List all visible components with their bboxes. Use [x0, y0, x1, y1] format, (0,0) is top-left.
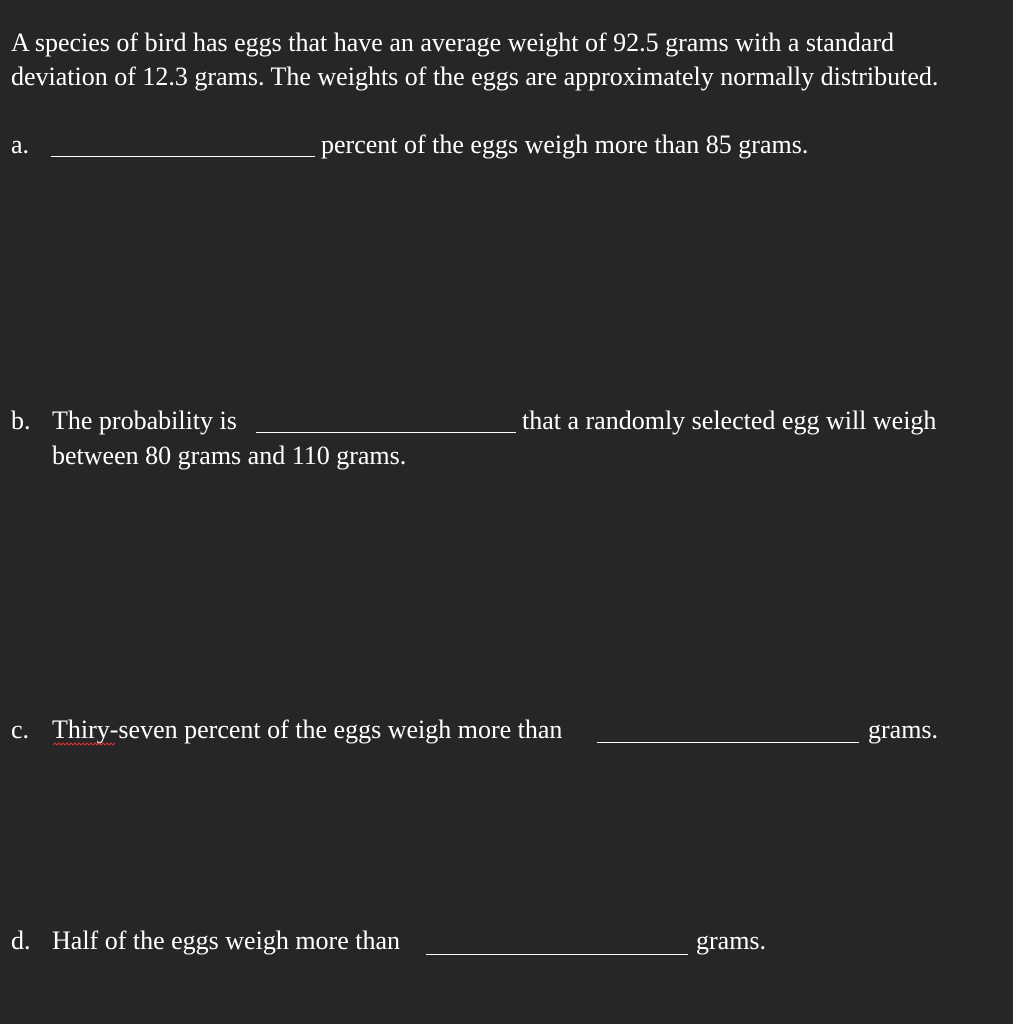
part-c-text-before-rest: -seven percent of the eggs weigh more than — [109, 715, 563, 744]
part-c-text-after: grams. — [868, 715, 939, 744]
misspelled-word[interactable]: Thiry — [52, 715, 110, 744]
part-c-marker: c. — [11, 715, 30, 744]
part-d-text-before: Half of the eggs weigh more than — [52, 926, 401, 955]
part-d-text-after: grams. — [696, 926, 767, 955]
part-b-text-before: The probability is — [52, 406, 237, 435]
part-d-answer-blank[interactable] — [426, 954, 688, 955]
part-b-answer-blank[interactable] — [256, 432, 516, 433]
spellcheck-squiggle — [53, 742, 115, 746]
problem-intro-line-1: A species of bird has eggs that have an average weight of 92.5 grams with a standard — [11, 28, 895, 57]
part-d-marker: d. — [11, 926, 31, 955]
part-a-marker: a. — [11, 130, 30, 159]
part-a-answer-blank[interactable] — [51, 156, 315, 157]
part-b-text-after: that a randomly selected egg will weigh — [522, 406, 937, 435]
part-c-text-before — [52, 713, 562, 747]
part-b-marker: b. — [11, 406, 31, 435]
problem-intro-line-2: deviation of 12.3 grams. The weights of the eggs are approximately normally distributed. — [11, 62, 939, 91]
part-a-text: percent of the eggs weigh more than 85 grams. — [321, 130, 809, 159]
part-b-text-line-2: between 80 grams and 110 grams. — [52, 441, 407, 470]
part-c-answer-blank[interactable] — [597, 742, 859, 743]
